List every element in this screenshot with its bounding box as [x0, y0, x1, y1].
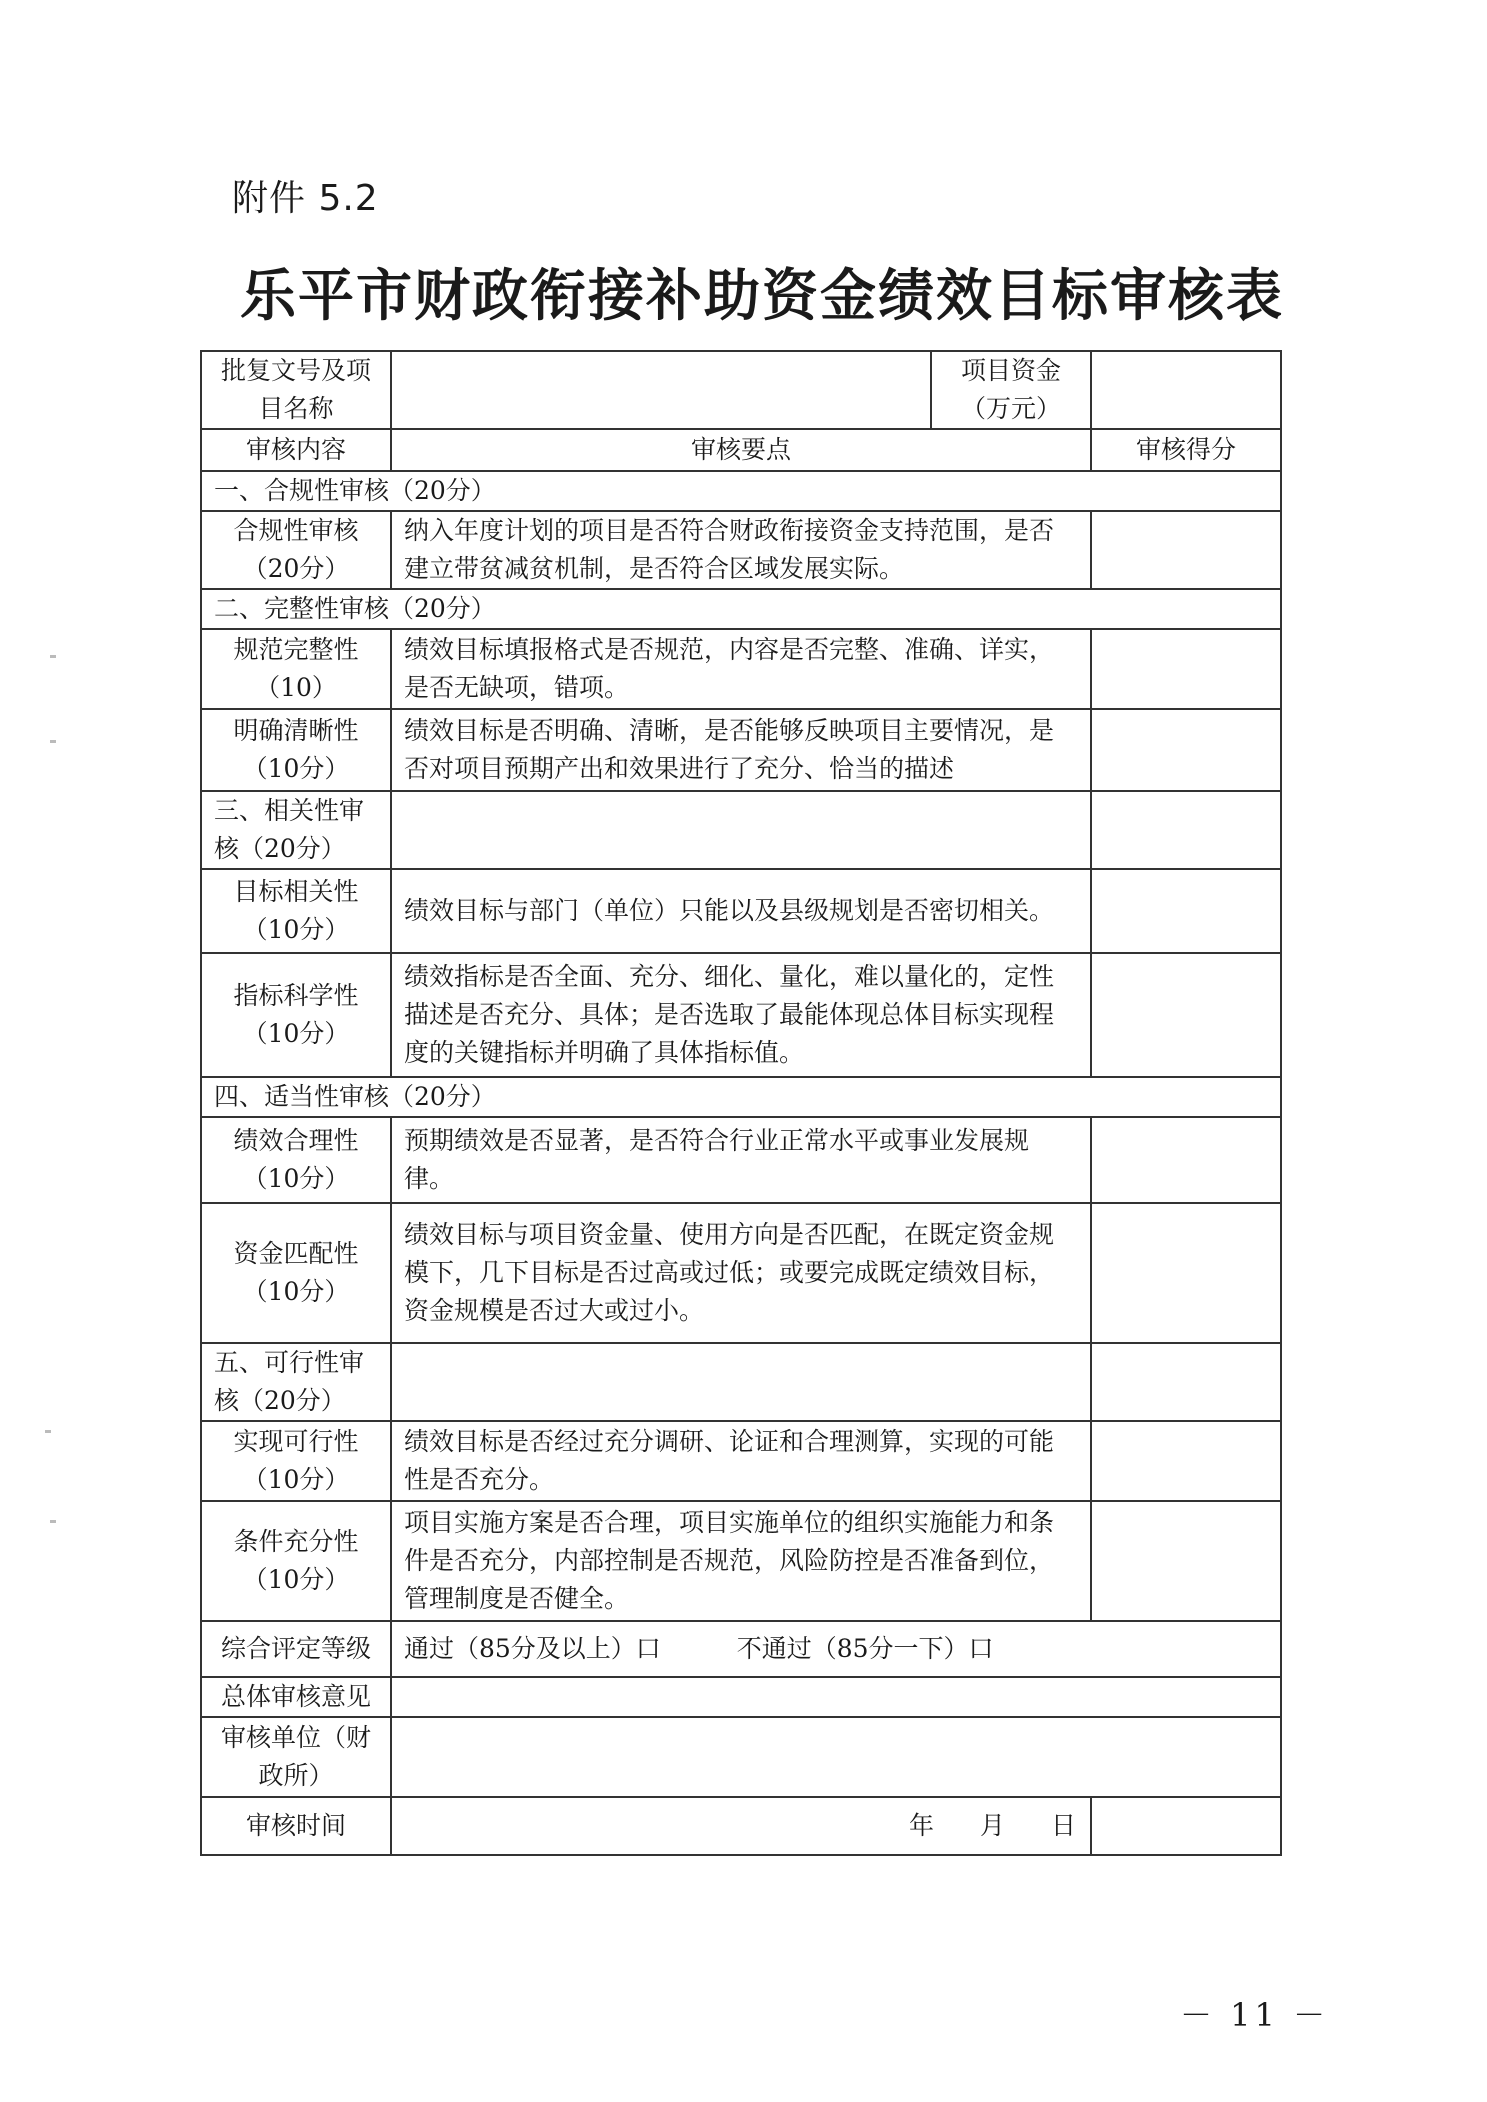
- section-row: [201, 791, 1281, 869]
- col-score-header: 审核得分: [1091, 429, 1281, 471]
- item-name: 明确清晰性 （10分）: [201, 709, 391, 791]
- day-label: 日: [1050, 1811, 1078, 1840]
- scan-speck: [50, 1520, 56, 1523]
- time-row: [201, 1797, 1281, 1855]
- time-extra: [1091, 1797, 1281, 1855]
- funds-label: 项目资金（万元）: [931, 351, 1091, 429]
- item-name: 绩效合理性 （10分）: [201, 1117, 391, 1203]
- score-cell[interactable]: [1091, 511, 1281, 589]
- item-point: 绩效目标是否经过充分调研、论证和合理测算，实现的可能性是否充分。: [391, 1421, 1091, 1501]
- table-row: [201, 1421, 1281, 1501]
- unit-row: [201, 1717, 1281, 1797]
- item-point: 纳入年度计划的项目是否符合财政衔接资金支持范围，是否建立带贫减贫机制，是否符合区域发展实际。: [391, 511, 1091, 589]
- section-blank: [391, 791, 1091, 869]
- opinion-label: 总体审核意见: [201, 1677, 391, 1717]
- section-score-blank[interactable]: [1091, 791, 1281, 869]
- table-row: [201, 1117, 1281, 1203]
- review-form-table: [200, 350, 1282, 1856]
- section-row: [201, 471, 1281, 511]
- section-title: 四、适当性审核（20分）: [201, 1077, 1281, 1117]
- score-cell[interactable]: [1091, 1117, 1281, 1203]
- fail-option[interactable]: 不通过（85分一下）口: [736, 1634, 994, 1663]
- col-content-header: 审核内容: [201, 429, 391, 471]
- unit-label: 审核单位（财政所）: [201, 1717, 391, 1797]
- section-row: [201, 1343, 1281, 1421]
- attachment-number: 附件 5.2: [232, 178, 379, 219]
- section-row: [201, 1077, 1281, 1117]
- col-points-header: 审核要点: [391, 429, 1091, 471]
- time-label: 审核时间: [201, 1797, 391, 1855]
- table-row: [201, 869, 1281, 953]
- table-row: [201, 1501, 1281, 1621]
- page-number: － 11 －: [1180, 1996, 1330, 2034]
- scan-speck: [50, 655, 56, 658]
- item-point: 预期绩效是否显著，是否符合行业正常水平或事业发展规律。: [391, 1117, 1091, 1203]
- column-header-row: [201, 429, 1281, 471]
- score-cell[interactable]: [1091, 869, 1281, 953]
- grade-options: [391, 1621, 1281, 1677]
- section-title: 二、完整性审核（20分）: [201, 589, 1281, 629]
- table-row: [201, 1203, 1281, 1343]
- scan-speck: [45, 1430, 51, 1433]
- score-cell[interactable]: [1091, 1421, 1281, 1501]
- score-cell[interactable]: [1091, 1203, 1281, 1343]
- score-cell[interactable]: [1091, 629, 1281, 709]
- score-cell[interactable]: [1091, 953, 1281, 1077]
- table-row: [201, 629, 1281, 709]
- doc-no-field[interactable]: [391, 351, 931, 429]
- table-row: [201, 511, 1281, 589]
- doc-no-label: 批复文号及项目名称: [201, 351, 391, 429]
- item-point: 绩效目标是否明确、清晰，是否能够反映项目主要情况，是否对项目预期产出和效果进行了充分、恰当的描述: [391, 709, 1091, 791]
- item-point: 绩效指标是否全面、充分、细化、量化，难以量化的，定性描述是否充分、具体；是否选取了最能体现总体目标实现程度的关键指标并明确了具体指标值。: [391, 953, 1091, 1077]
- item-point: 绩效目标填报格式是否规范，内容是否完整、准确、详实，是否无缺项，错项。: [391, 629, 1091, 709]
- pass-option[interactable]: 通过（85分及以上）口: [404, 1634, 661, 1663]
- scan-speck: [50, 740, 56, 743]
- opinion-row: [201, 1677, 1281, 1717]
- table-row: [201, 709, 1281, 791]
- table-row: [201, 953, 1281, 1077]
- item-name: 指标科学性 （10分）: [201, 953, 391, 1077]
- item-point: 项目实施方案是否合理，项目实施单位的组织实施能力和条件是否充分，内部控制是否规范，风险防控是否准备到位，管理制度是否健全。: [391, 1501, 1091, 1621]
- funds-field[interactable]: [1091, 351, 1281, 429]
- form-title: 乐平市财政衔接补助资金绩效目标审核表: [240, 264, 1284, 329]
- item-point: 绩效目标与项目资金量、使用方向是否匹配，在既定资金规模下，几下目标是否过高或过低；或要完成既定绩效目标，资金规模是否过大或过小。: [391, 1203, 1091, 1343]
- section-blank: [391, 1343, 1091, 1421]
- item-name: 条件充分性 （10分）: [201, 1501, 391, 1621]
- item-name: 合规性审核 （20分）: [201, 511, 391, 589]
- section-title: 三、相关性审核（20分）: [201, 791, 391, 869]
- item-name: 目标相关性 （10分）: [201, 869, 391, 953]
- year-label: 年: [908, 1811, 936, 1840]
- item-name: 规范完整性 （10）: [201, 629, 391, 709]
- item-point: 绩效目标与部门（单位）只能以及县级规划是否密切相关。: [391, 869, 1091, 953]
- header-row: [201, 351, 1281, 429]
- score-cell[interactable]: [1091, 1501, 1281, 1621]
- grade-row: [201, 1621, 1281, 1677]
- score-cell[interactable]: [1091, 709, 1281, 791]
- item-name: 资金匹配性 （10分）: [201, 1203, 391, 1343]
- date-field[interactable]: [391, 1797, 1091, 1855]
- grade-label: 综合评定等级: [201, 1621, 391, 1677]
- section-title: 一、合规性审核（20分）: [201, 471, 1281, 511]
- section-score-blank[interactable]: [1091, 1343, 1281, 1421]
- month-label: 月: [979, 1811, 1007, 1840]
- item-name: 实现可行性 （10分）: [201, 1421, 391, 1501]
- section-title: 五、可行性审核（20分）: [201, 1343, 391, 1421]
- unit-field[interactable]: [391, 1717, 1281, 1797]
- opinion-field[interactable]: [391, 1677, 1281, 1717]
- section-row: [201, 589, 1281, 629]
